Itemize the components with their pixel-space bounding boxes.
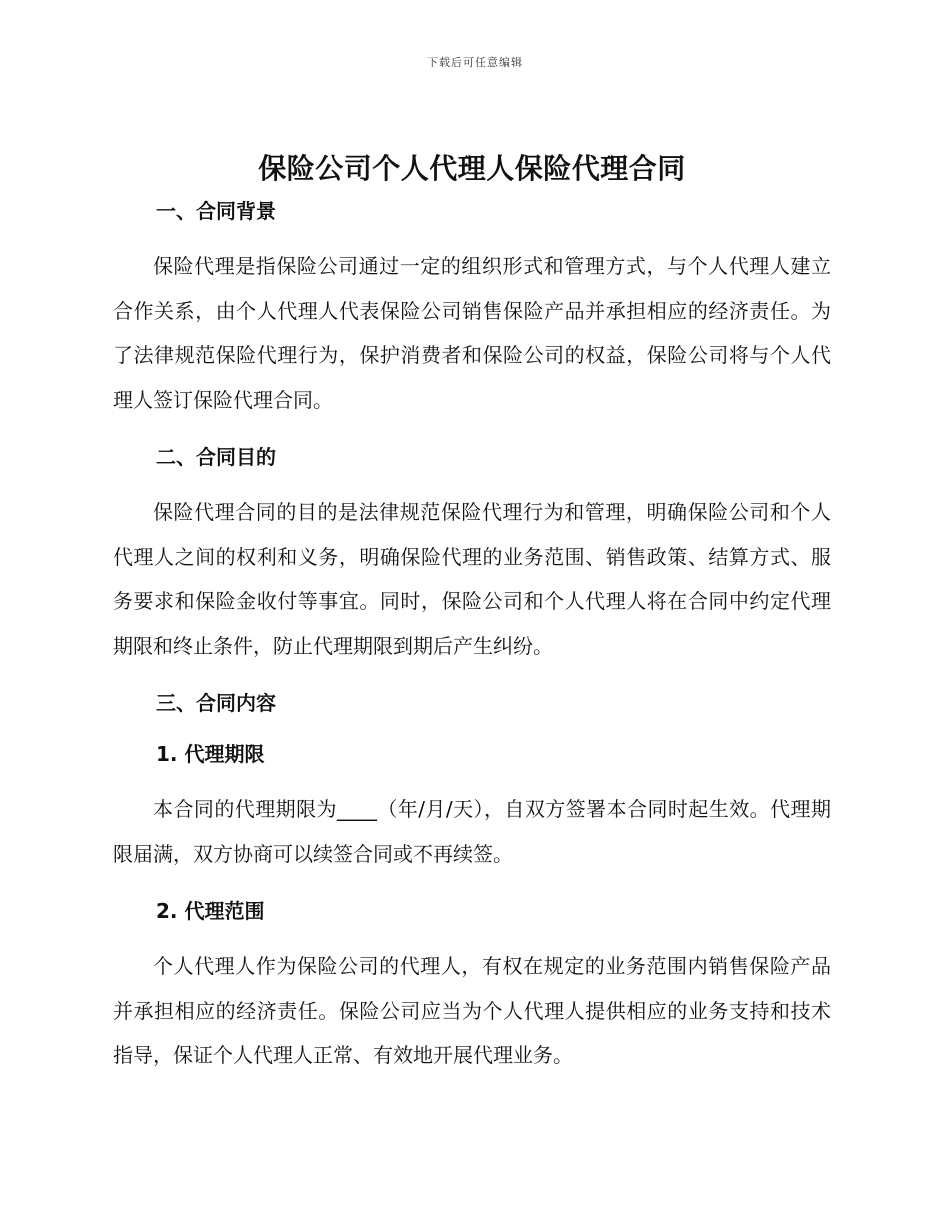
- section-heading-purpose: 二、合同目的: [156, 445, 276, 469]
- subsection-heading-term: 1. 代理期限: [156, 742, 265, 766]
- subsection-heading-scope: 2. 代理范围: [156, 899, 265, 923]
- subsection-paragraph-term: 本合同的代理期限为____（年/月/天），自双方签署本合同时起生效。代理期限届满，双方协商可以续签合同或不再续签。: [113, 797, 831, 866]
- document-title: 保险公司个人代理人保险代理合同: [258, 152, 686, 185]
- section-paragraph-background: 保险代理是指保险公司通过一定的组织形式和管理方式，与个人代理人建立合作关系，由个人代理人代表保险公司销售保险产品并承担相应的经济责任。为了法律规范保险代理行为，保护消费者和保险公司的权益，保险公司将与个人代理人签订保险代理合同。: [113, 254, 831, 412]
- page-header-note: 下载后可任意编辑: [427, 56, 523, 69]
- subsection-paragraph-scope: 个人代理人作为保险公司的代理人，有权在规定的业务范围内销售保险产品并承担相应的经济责任。保险公司应当为个人代理人提供相应的业务支持和技术指导，保证个人代理人正常、有效地开展代理业务。: [113, 954, 831, 1067]
- document-body: [113, 148, 831, 1078]
- section-heading-background: 一、合同背景: [156, 199, 276, 223]
- section-heading-content: 三、合同内容: [156, 691, 276, 715]
- section-paragraph-purpose: 保险代理合同的目的是法律规范保险代理行为和管理，明确保险公司和个人代理人之间的权利和义务，明确保险代理的业务范围、销售政策、结算方式、服务要求和保险金收付等事宜。同时，保险公司和个人代理人将在合同中约定代理期限和终止条件，防止代理期限到期后产生纠纷。: [113, 500, 831, 658]
